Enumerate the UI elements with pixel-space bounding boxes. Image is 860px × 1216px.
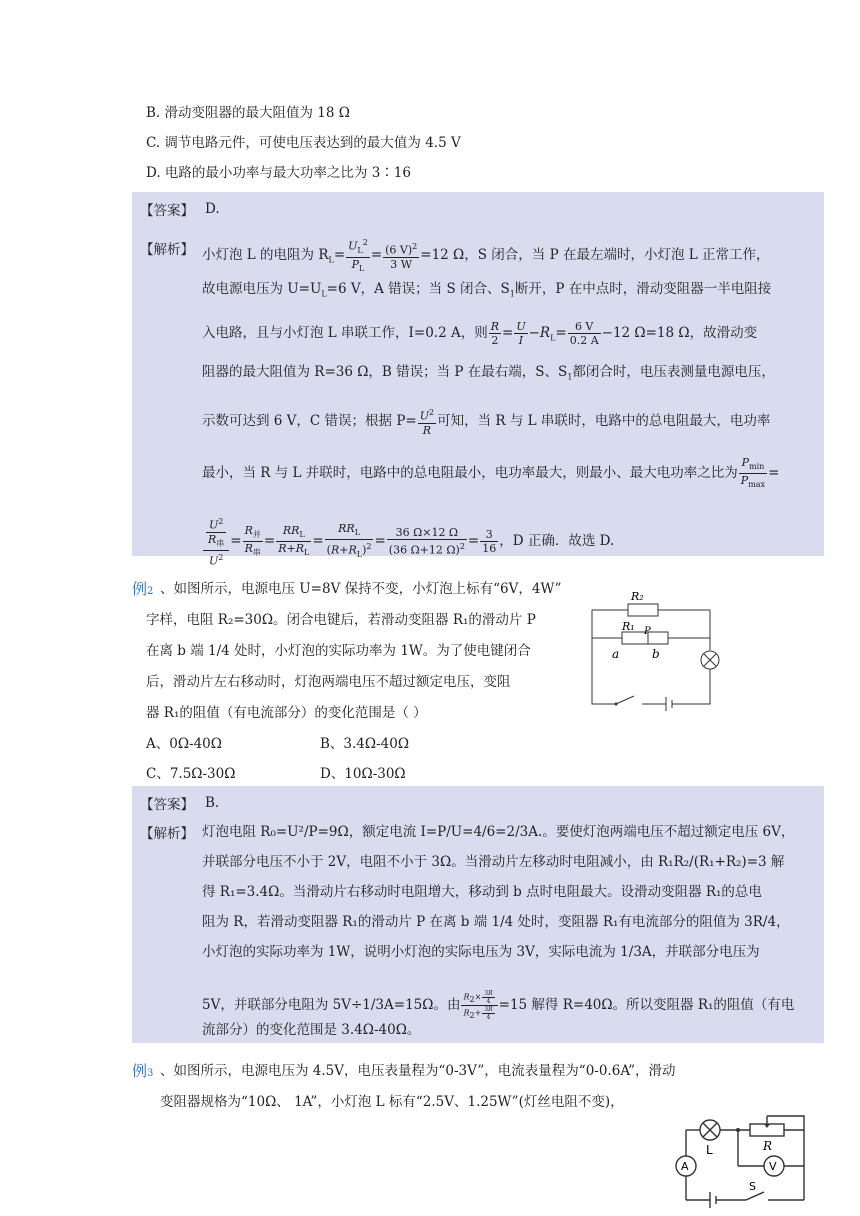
analysis-tag-2: 【解析】: [140, 826, 194, 842]
option-d: D. 电路的最小功率与最大功率之比为 3∶16: [146, 165, 411, 181]
example-2-choice-b: B、3.4Ω-40Ω: [320, 736, 410, 752]
analysis-2-line-4: 阻为 R，若滑动变阻器 R₁的滑动片 P 在离 b 端 1/4 处时，变阻器 R₁有电流部分的阻值为 3R/4，: [202, 914, 790, 930]
analysis-1-line-1: 小灯泡 L 的电阻为 $R_L=$ $\frac{U_L^2}{P_L}$ = $\frac{(6 V)^2}{3 W}$ =12 Ω，S 闭合，当 P 在最左端时，小灯泡 L 正常工作，: [202, 238, 770, 274]
analysis-2-line-5: 小灯泡的实际功率为 1W，说明小灯泡的实际电压为 3V，实际电流为 1/3A，并联部分电压为: [202, 944, 760, 960]
analysis-2-line-3: 得 R₁=3.4Ω。当滑动片右移动时电阻增大，移动到 b 点时电阻最大。设滑动变阻器 R₁的总电: [202, 884, 762, 900]
option-c: C. 调节电路元件，可使电压表达到的最大值为 4.5 V: [146, 135, 461, 151]
example-2-choice-c: C、7.5Ω-30Ω: [146, 766, 236, 782]
analysis-1-line-5: 示数可达到 6 V，C 错误；根据 P= $\frac{U^2}{R}$ 可知，当 R 与 L 串联时，电路中的总电阻最大，电功率: [202, 408, 771, 437]
analysis-tag-1: 【解析】: [140, 242, 194, 258]
example-2-line-1: 、如图所示，电源电压 U=8V 保持不变，小灯泡上标有“6V，4W”: [160, 581, 562, 597]
example-2-label: 例2: [132, 580, 154, 598]
example-2-line-5: 器 R₁的阻值（有电流部分）的变化范围是（ ）: [146, 705, 427, 721]
example-3-label: 例3: [132, 1062, 154, 1080]
svg-text:a: a: [612, 647, 620, 661]
answer-2: B.: [205, 795, 220, 811]
example-2-line-4: 后，滑动片左右移动时，灯泡两端电压不超过额定电压，变阻: [146, 674, 511, 690]
svg-text:b: b: [652, 647, 660, 661]
option-b: B. 滑动变阻器的最大阻值为 18 Ω: [146, 105, 350, 121]
svg-text:A: A: [681, 1160, 689, 1173]
example-3-line-2: 变阻器规格为“10Ω、 1A”，小灯泡 L 标有“2.5V、1.25W”(灯丝电阻不变)，: [160, 1094, 624, 1110]
analysis-2-line-7: 流部分）的变化范围是 3.4Ω-40Ω。: [202, 1022, 421, 1038]
svg-text:R₂: R₂: [631, 590, 644, 603]
svg-text:R₁: R₁: [622, 620, 635, 633]
switch-icon: [746, 1192, 764, 1200]
analysis-1-line-6: 最小，当 R 与 L 并联时，电路中的总电阻最小，电功率最大，则最小、最大电功率之比为 $\frac{P_{min}}{P_{max}}$ =: [202, 456, 780, 490]
answer-tag-2: 【答案】: [140, 797, 194, 813]
svg-text:V: V: [769, 1160, 777, 1173]
analysis-1-line-7: $\frac{\frac{U^2}{R_串}}{U^2}$ = $\frac{R_并}{R_串}$ = $\frac{RR_L}{R+R_L}$ = $\frac{RR_L}{(R+R_L)^2}$ = $\frac{36 \Omega\times 12 \Omega}{(36 \Omega+12 \Omega)^2}$ = $\frac{3}{16}$ ，D 正确．故选 D.: [202, 515, 614, 568]
answer-1: D.: [205, 201, 220, 217]
svg-text:R: R: [763, 1139, 773, 1153]
analysis-2-line-1: 灯泡电阻 R₀=U²/P=9Ω，额定电流 I=P/U=4/6=2/3A.。要使灯泡两端电压不超过额定电压 6V，: [202, 824, 795, 840]
svg-text:S: S: [749, 1180, 756, 1193]
example-3-line-1: 、如图所示，电源电压为 4.5V，电压表量程为“0-3V”，电流表量程为“0-0.6A”，滑动: [160, 1063, 676, 1079]
circuit-diagram-3: [666, 1114, 816, 1216]
answer-tag-1: 【答案】: [140, 203, 194, 219]
analysis-2-line-6: 5V，并联部分电阻为 5V÷1/3A=15Ω。由 $R_2\times$ $\frac{3R}{4}$ $R_2+$ $\frac{3R}{4}$ =15 解得 R=40Ω。所以变阻器 R₁的阻值（有电: [202, 990, 795, 1022]
example-2-line-3: 在离 b 端 1/4 处时，小灯泡的实际功率为 1W。为了使电键闭合: [146, 643, 531, 659]
switch-icon: [616, 696, 634, 704]
analysis-2-line-2: 并联部分电压不小于 2V，电阻不小于 3Ω。当滑动片左移动时电阻减小，由 R₁R₂/(R₁+R₂)=3 解: [202, 854, 785, 870]
analysis-1-line-3: 入电路，且与小灯泡 L 串联工作，I=0.2 A，则 $\frac{R}{2}$ = $\frac{U}{I}$ $-R_L=$ $\frac{6 V}{0.2 A}$ −12 Ω=18 Ω，故滑动变: [202, 320, 758, 347]
example-2-choice-d: D、10Ω-30Ω: [320, 766, 406, 782]
analysis-1-line-2: 故电源电压为 $U=U_L=6$ V，A 错误；当 S 闭合、$S_1$断开，P 在中点时，滑动变阻器一半电阻接: [202, 281, 772, 299]
svg-text:L: L: [706, 1143, 713, 1157]
svg-text:P: P: [644, 626, 651, 637]
circuit-diagram-2: [586, 586, 734, 712]
analysis-1-line-4: 阻器的最大阻值为 R=36 Ω，B 错误；当 P 在最右端，S、$S_1$都闭合时，电压表测量电源电压，: [202, 364, 775, 382]
resistor-r2: [628, 604, 658, 616]
example-2-line-2: 字样，电阻 R₂=30Ω。闭合电键后，若滑动变阻器 R₁的滑动片 P: [146, 612, 536, 628]
example-2-choice-a: A、0Ω-40Ω: [146, 736, 222, 752]
